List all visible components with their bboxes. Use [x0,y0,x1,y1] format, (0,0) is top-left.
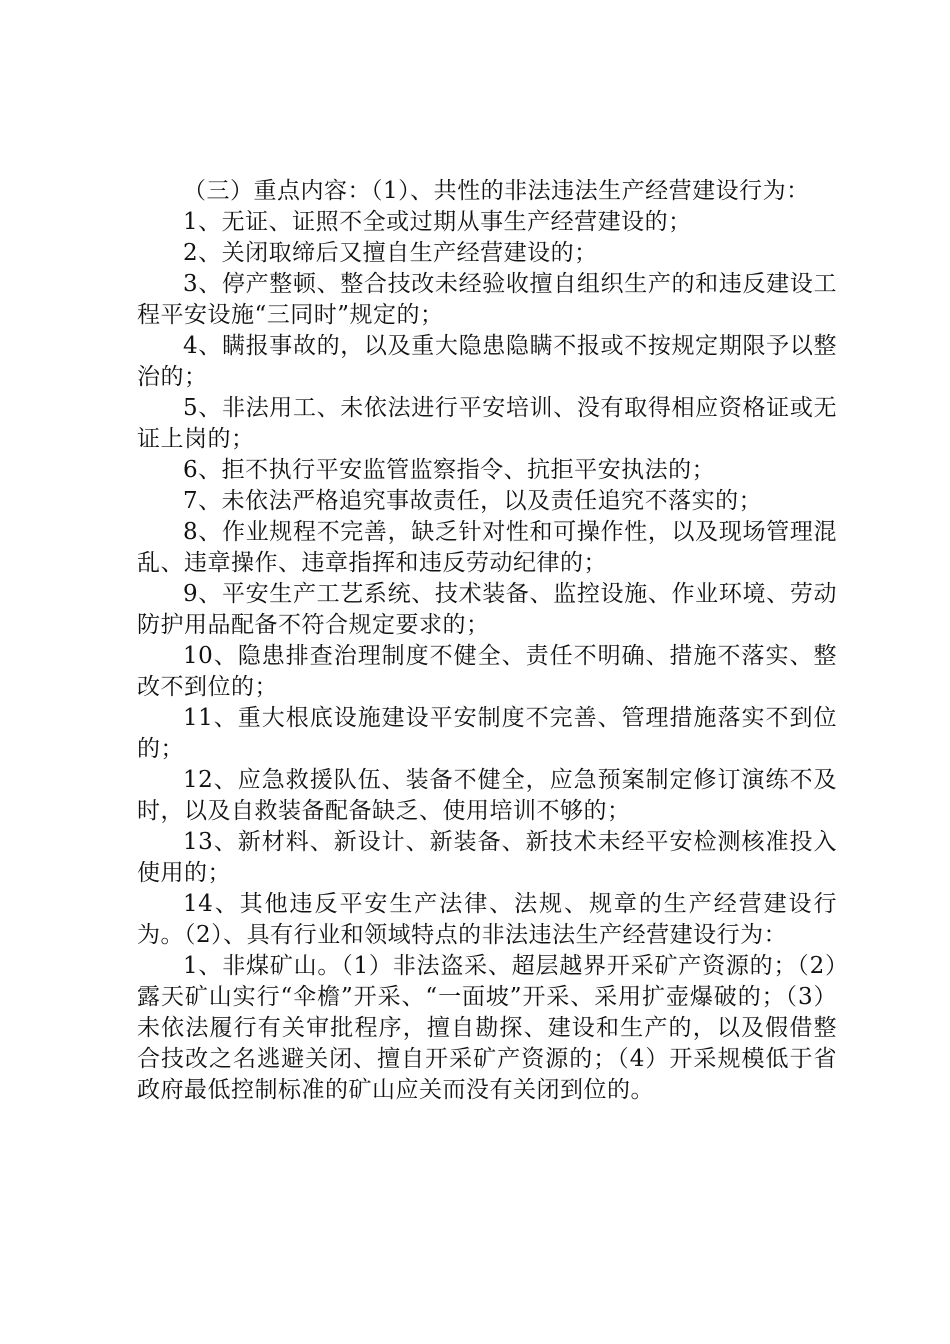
list-item-12: 12、应急救援队伍、装备不健全，应急预案制定修订演练不及时，以及自救装备配备缺乏、使用培训不够的； [137,767,837,824]
list-item-6: 6、拒不执行平安监管监察指令、抗拒平安执法的； [183,457,716,483]
list-item-3: 3、停产整顿、整合技改未经验收擅自组织生产的和违反建设工程平安设施“三同时”规定的； [137,271,837,328]
list-item-8: 8、作业规程不完善，缺乏针对性和可操作性，以及现场管理混乱、违章操作、违章指挥和违反劳动纪律的； [137,519,837,576]
list-item-9: 9、平安生产工艺系统、技术装备、监控设施、作业环境、劳动防护用品配备不符合规定要求的； [137,581,837,638]
list-item-11: 11、重大根底设施建设平安制度不完善、管理措施落实不到位的； [137,705,837,762]
document-body [137,176,837,1106]
list-item-1: 1、无证、证照不全或过期从事生产经营建设的； [183,209,692,235]
list-item-2: 2、关闭取缔后又擅自生产经营建设的； [183,240,598,266]
industry-item-non-coal-mine: 1、非煤矿山。（1）非法盗采、超层越界开采矿产资源的；（2）露天矿山实行“伞檐”开采、“一面坡”开采、采用扩壶爆破的；（3）未依法履行有关审批程序，擅自勘探、建设和生产的，以及假借整合技改之名逃避关闭、擅自开采矿产资源的；（4）开采规模低于省政府最低控制标准的矿山应关而没有关闭到位的。 [137,953,837,1103]
list-item-7: 7、未依法严格追究事故责任，以及责任追究不落实的； [183,488,763,514]
list-item-14: 14、其他违反平安生产法律、法规、规章的生产经营建设行为。（2）、具有行业和领域特点的非法违法生产经营建设行为： [137,891,837,948]
list-item-5: 5、非法用工、未依法进行平安培训、没有取得相应资格证或无证上岗的； [137,395,837,452]
section-heading-paragraph: （三）重点内容：（1）、共性的非法违法生产经营建设行为： [183,178,810,204]
list-item-13: 13、新材料、新设计、新装备、新技术未经平安检测核准投入使用的； [137,829,837,886]
list-item-4: 4、瞒报事故的，以及重大隐患隐瞒不报或不按规定期限予以整治的； [137,333,837,390]
list-item-10: 10、隐患排查治理制度不健全、责任不明确、措施不落实、整改不到位的； [137,643,837,700]
